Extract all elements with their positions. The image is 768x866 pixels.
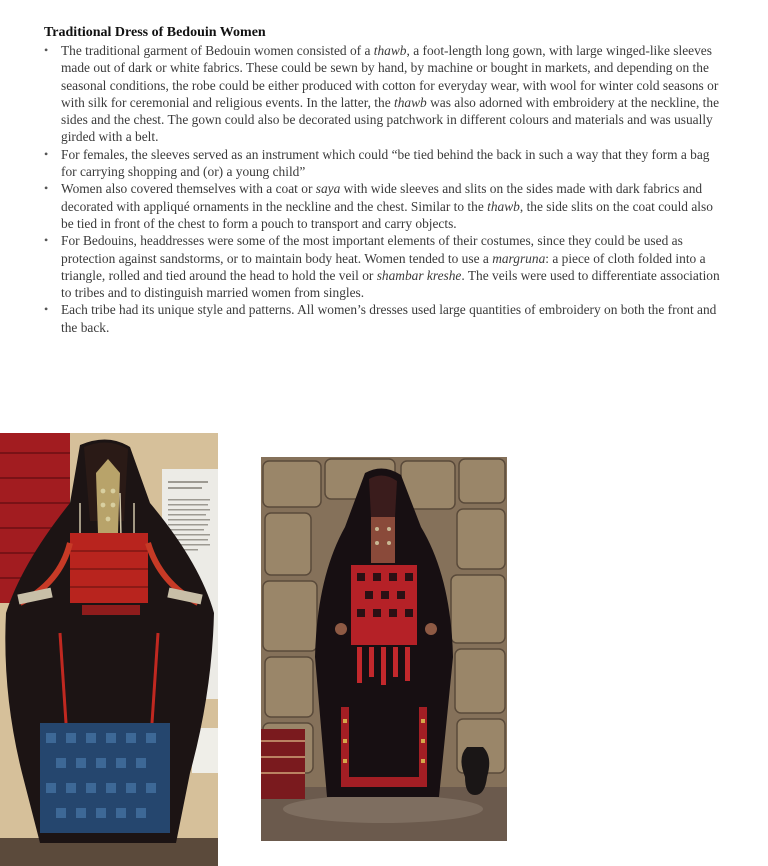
italic-term: thawb — [487, 198, 520, 214]
museum-dress-photo-right — [261, 457, 507, 841]
bullet-item — [44, 180, 724, 232]
text-fragment: with wide sleeves and slits on the sides made with dark fabrics and decorated with appliqué ornaments in the neckline and the chest. Similar to the — [61, 181, 703, 214]
italic-term: margruna — [492, 250, 546, 266]
museum-dress-photo-left — [0, 433, 218, 866]
text-fragment: , a foot-length long gown, with large winged-like sleeves made out of dark or white fabrics. These could be sewn by hand, by machine or bought in markets, and depending on the seasonal conditions, the robe could be either produced with cotton for everyday wear, with wool for winter cold seasons or with silk for ceremonial and religious events. In the latter, the — [61, 43, 719, 110]
dress-photo-left-image — [0, 433, 218, 866]
text-fragment: : a piece of cloth folded into a triangle, rolled and tied around the head to hold the veil or — [61, 250, 706, 283]
bullet-item — [44, 42, 724, 146]
text-fragment: For females, the sleeves served as an instrument which could “be tied behind the back in such a way that they form a bag for carrying shopping and (or) a young child” — [61, 146, 710, 180]
bullet-item — [44, 232, 724, 301]
article-text — [44, 24, 724, 336]
italic-term: thawb — [394, 94, 427, 110]
bullet-list — [44, 42, 724, 336]
bullet-item — [44, 301, 724, 336]
italic-term: shambar kreshe — [376, 267, 462, 283]
text-fragment: Each tribe had its unique style and patterns. All women’s dresses used large quantities of embroidery on both the front and the back. — [61, 302, 717, 335]
italic-term: saya — [315, 181, 341, 197]
text-fragment: , the side slits on the coat could also be tied in front of the chest to form a pouch to transport and carry objects. — [61, 198, 713, 231]
article-heading: Traditional Dress of Bedouin Women — [44, 25, 266, 40]
italic-term: thawb — [373, 43, 407, 58]
text-fragment: . The veils were used to differentiate association to tribes and to distinguish married women from singles. — [61, 267, 720, 301]
text-fragment: For Bedouins, headdresses were some of the most important elements of their costumes, since they could be used as protection against sandstorms, or to maintain body heat. Women tended to use a — [61, 233, 683, 266]
text-fragment: The traditional garment of Bedouin women consisted of a — [61, 43, 374, 58]
text-fragment: was also adorned with embroidery at the neckline, the sides and the chest. The gown could also be decorated using patchwork in different colours and materials and was usually girded with a belt. — [61, 94, 720, 145]
bullet-item — [44, 146, 724, 181]
dress-photo-right-image — [261, 457, 507, 841]
text-fragment: Women also covered themselves with a coat or — [61, 181, 316, 197]
